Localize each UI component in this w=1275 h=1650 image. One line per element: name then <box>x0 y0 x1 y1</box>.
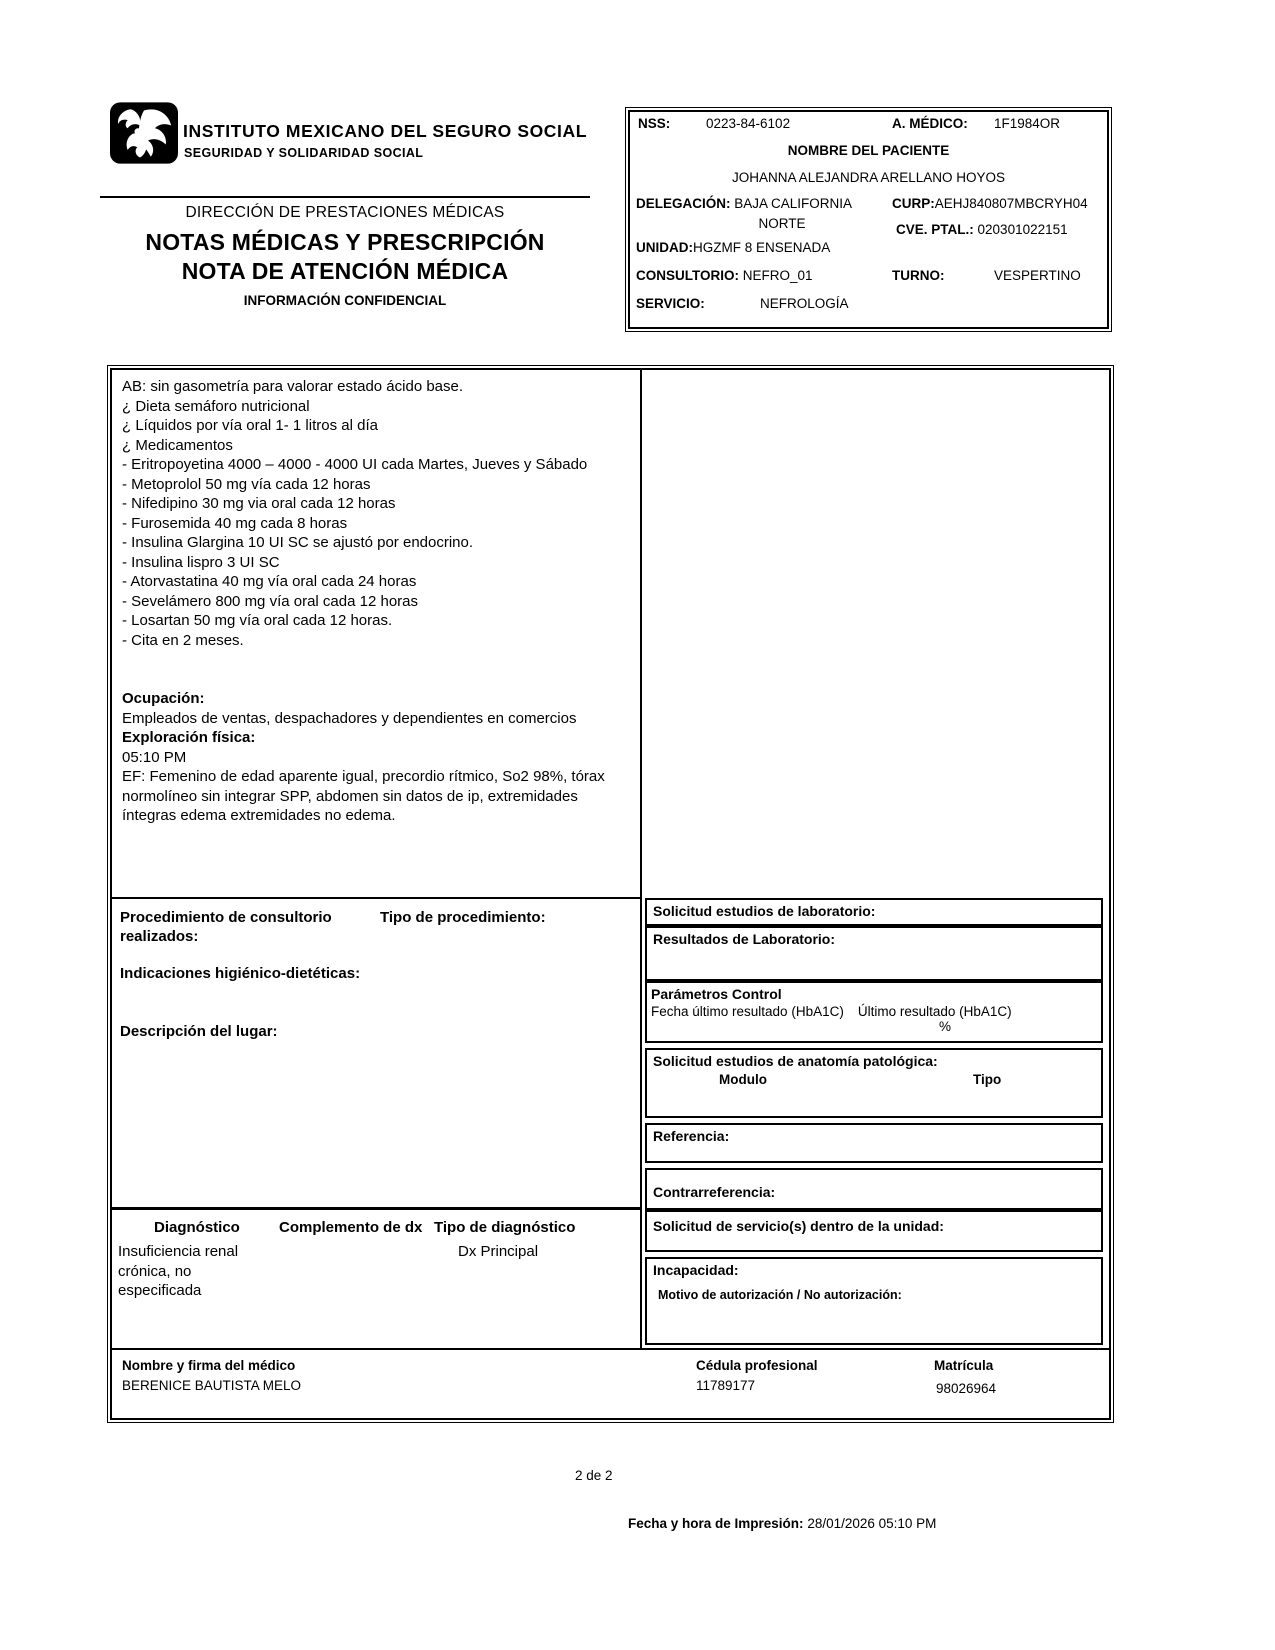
servicio-value: NEFROLOGÍA <box>760 296 849 311</box>
imss-logo <box>110 102 178 164</box>
brand-tagline: SEGURIDAD Y SOLIDARIDAD SOCIAL <box>184 146 424 160</box>
turno-value: VESPERTINO <box>994 268 1081 283</box>
anatomy-request-box <box>645 1048 1103 1118</box>
consultorio-row <box>636 268 813 283</box>
referencia-box <box>645 1123 1103 1163</box>
anatomy-tipo-header: Tipo <box>973 1072 1002 1087</box>
motivo-autorizacion-label: Motivo de autorización / No autorización: <box>658 1288 902 1302</box>
unidad-row <box>636 240 830 255</box>
cedula-label: Cédula profesional <box>696 1358 818 1373</box>
diagnostico-header: Diagnóstico <box>154 1219 240 1236</box>
params-title: Parámetros Control <box>651 986 782 1002</box>
note-line: - Eritropoyetina 4000 – 4000 - 4000 UI cada Martes, Jueves y Sábado <box>122 456 588 473</box>
anatomy-label: Solicitud estudios de anatomía patológica: <box>653 1053 938 1069</box>
anatomy-modulo-header: Modulo <box>719 1072 767 1087</box>
medico-value: 1F1984OR <box>994 116 1061 131</box>
title-block <box>100 204 590 308</box>
unidad-value: HGZMF 8 ENSENADA <box>693 240 831 255</box>
delegacion-value: BAJA CALIFORNIA <box>734 196 853 211</box>
referencia-label: Referencia: <box>653 1128 730 1144</box>
params-ultimo-label: Último resultado (HbA1C) <box>857 1004 1012 1019</box>
note-line: ¿ Medicamentos <box>122 436 233 454</box>
descripcion-lugar-label: Descripción del lugar: <box>120 1023 278 1040</box>
incapacidad-box <box>645 1257 1103 1345</box>
delegacion-value-line2: NORTE <box>758 216 806 231</box>
diagnostico-value: Insuficiencia renal crónica, no especificada <box>118 1243 239 1299</box>
params-unit: % <box>939 1019 952 1034</box>
procedures-diagnosis-divider <box>112 1207 642 1210</box>
physician-name-value: BERENICE BAUTISTA MELO <box>122 1378 302 1393</box>
patient-name: JOHANNA ALEJANDRA ARELLANO HOYOS <box>731 170 1006 185</box>
note-line: - Sevelámero 800 mg vía oral cada 12 horas <box>122 592 418 610</box>
procedimiento-consultorio-label: Procedimiento de consultorio realizados: <box>120 909 332 945</box>
delegacion-row <box>636 196 852 211</box>
matricula-value: 98026964 <box>936 1381 997 1396</box>
unidad-label: UNIDAD: <box>636 240 693 255</box>
note-line: Exploración física: <box>122 729 256 746</box>
page-number: 2 de 2 <box>575 1468 613 1483</box>
contrarreferencia-label: Contrarreferencia: <box>653 1184 776 1200</box>
servicio-label: SERVICIO: <box>636 296 705 311</box>
print-timestamp <box>628 1516 936 1531</box>
consultorio-label: CONSULTORIO: <box>636 268 739 283</box>
direction-title: DIRECCIÓN DE PRESTACIONES MÉDICAS <box>185 204 505 221</box>
incapacidad-label: Incapacidad: <box>653 1262 739 1278</box>
params-fecha-label: Fecha último resultado (HbA1C) <box>651 1004 844 1019</box>
cve-value: 020301022151 <box>977 222 1068 237</box>
control-params-box <box>645 981 1103 1043</box>
patient-name-header: NOMBRE DEL PACIENTE <box>787 143 950 158</box>
brand-name: INSTITUTO MEXICANO DEL SEGURO SOCIAL <box>183 121 588 141</box>
lab-results-label: Resultados de Laboratorio: <box>653 931 836 947</box>
note-line: - Insulina Glargina 10 UI SC se ajustó por endocrino. <box>122 534 474 551</box>
tipo-procedimiento-label: Tipo de procedimiento: <box>380 909 546 926</box>
note-line: - Nifedipino 30 mg via oral cada 12 horas <box>122 495 396 512</box>
note-line <box>122 670 618 690</box>
physician-row-divider <box>112 1348 1109 1350</box>
turno-label: TURNO: <box>892 268 945 283</box>
lab-request-box <box>645 898 1103 926</box>
contrarreferencia-box <box>645 1168 1103 1210</box>
note-line: AB: sin gasometría para valorar estado ácido base. <box>122 378 464 395</box>
tipo-diagnostico-value: Dx Principal <box>458 1243 539 1260</box>
indicaciones-label: Indicaciones higiénico-dietéticas: <box>120 965 361 982</box>
note-line: 05:10 PM <box>122 748 187 766</box>
patient-info-box <box>625 107 1112 332</box>
main-form-box <box>107 365 1114 1423</box>
confidential-label: INFORMACIÓN CONFIDENCIAL <box>243 293 447 308</box>
lab-results-box <box>645 926 1103 981</box>
note-line: Ocupación: <box>122 690 205 707</box>
note-line: - Metoprolol 50 mg vía cada 12 horas <box>122 475 371 493</box>
nss-value: 0223-84-6102 <box>706 116 791 131</box>
cve-label: CVE. PTAL.: <box>896 222 974 237</box>
cedula-value: 11789177 <box>696 1378 756 1393</box>
note-line: - Furosemida 40 mg cada 8 horas <box>122 514 348 532</box>
tipo-diagnostico-header: Tipo de diagnóstico <box>434 1219 576 1236</box>
header-rule <box>100 196 590 198</box>
medical-note-text <box>112 370 640 826</box>
delegacion-label: DELEGACIÓN: <box>636 196 731 211</box>
note-line: - Insulina lispro 3 UI SC <box>122 553 280 571</box>
form-title: NOTAS MÉDICAS Y PRESCRIPCIÓN <box>145 229 545 255</box>
note-line: Empleados de ventas, despachadores y dependientes en comercios <box>122 709 577 727</box>
consultorio-value: NEFRO_01 <box>742 268 813 283</box>
lab-request-label: Solicitud estudios de laboratorio: <box>653 903 876 919</box>
servicios-unidad-label: Solicitud de servicio(s) dentro de la unidad: <box>653 1218 944 1234</box>
imss-eagle-icon <box>110 102 178 164</box>
medico-label: A. MÉDICO: <box>892 116 968 131</box>
column-divider <box>640 370 642 1348</box>
physician-name-label: Nombre y firma del médico <box>122 1358 296 1373</box>
cve-row <box>896 222 1068 237</box>
servicios-unidad-box <box>645 1210 1103 1252</box>
curp-label: CURP: <box>892 196 935 211</box>
print-timestamp-value: 28/01/2026 05:10 PM <box>807 1516 937 1531</box>
note-line: - Cita en 2 meses. <box>122 631 244 649</box>
note-line: - Losartan 50 mg vía oral cada 12 horas. <box>122 612 393 629</box>
note-line: - Atorvastatina 40 mg vía oral cada 24 horas <box>122 573 417 590</box>
form-subtitle: NOTA DE ATENCIÓN MÉDICA <box>181 258 509 284</box>
matricula-label: Matrícula <box>934 1358 994 1373</box>
curp-value: AEHJ840807MBCRYH04 <box>934 196 1088 211</box>
print-timestamp-label: Fecha y hora de Impresión: <box>628 1516 804 1531</box>
complemento-dx-header: Complemento de dx <box>279 1219 423 1236</box>
nss-label: NSS: <box>638 116 671 131</box>
note-line <box>122 650 618 670</box>
note-line: EF: Femenino de edad aparente igual, precordio rítmico, So2 98%, tórax normolíneo sin integrar SPP, abdomen sin datos de ip, extremidades íntegras edema extremidades no edema. <box>122 768 605 824</box>
note-procedures-divider <box>112 897 642 899</box>
note-line: ¿ Dieta semáforo nutricional <box>122 397 310 415</box>
note-line: ¿ Líquidos por vía oral 1- 1 litros al día <box>122 417 378 434</box>
curp-row <box>892 196 1088 211</box>
